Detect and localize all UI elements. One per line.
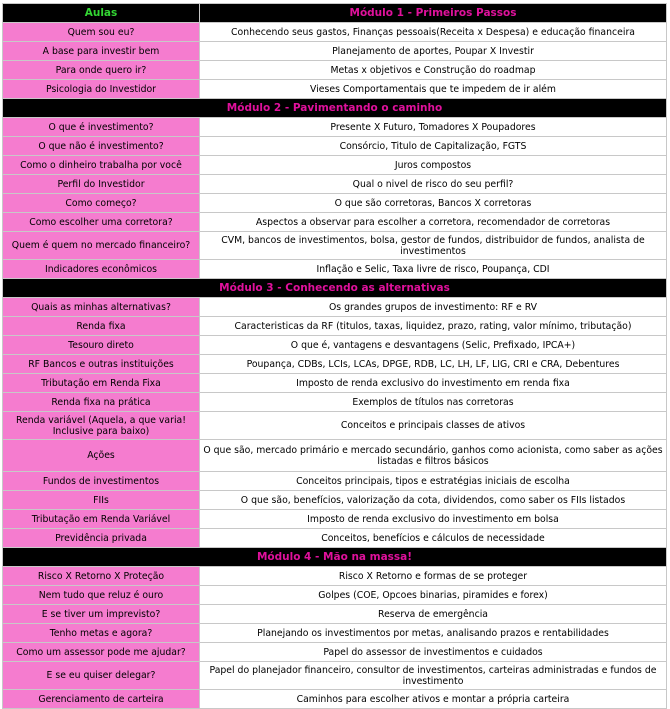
module-title: Módulo 4 - Mão na massa! bbox=[3, 548, 667, 567]
table-row bbox=[3, 624, 667, 643]
aula-cell: Quem é quem no mercado financeiro? bbox=[3, 232, 200, 260]
table-row bbox=[3, 662, 667, 690]
aula-cell: Tributação em Renda Variável bbox=[3, 510, 200, 529]
aula-cell: Perfil do Investidor bbox=[3, 175, 200, 194]
aula-cell: Para onde quero ir? bbox=[3, 61, 200, 80]
module-title: Módulo 2 - Pavimentando o caminho bbox=[3, 99, 667, 118]
table-row bbox=[3, 440, 667, 472]
module-title: Módulo 3 - Conhecendo as alternativas bbox=[3, 279, 667, 298]
aula-cell: Gerenciamento de carteira bbox=[3, 690, 200, 709]
description-cell: Conceitos principais, tipos e estratégias iniciais de escolha bbox=[200, 472, 667, 491]
description-cell: Imposto de renda exclusivo do investimento em bolsa bbox=[200, 510, 667, 529]
description-cell: Papel do planejador financeiro, consultor de investimentos, carteiras administradas e fundos de investimento bbox=[200, 662, 667, 690]
aula-cell: Tributação em Renda Fixa bbox=[3, 374, 200, 393]
table-row bbox=[3, 586, 667, 605]
description-cell: O que é, vantagens e desvantagens (Selic, Prefixado, IPCA+) bbox=[200, 336, 667, 355]
description-cell: Conceitos, benefícios e cálculos de necessidade bbox=[200, 529, 667, 548]
table-row bbox=[3, 472, 667, 491]
description-cell: Conhecendo seus gastos, Finanças pessoais(Receita x Despesa) e educação financeira bbox=[200, 23, 667, 42]
table-row bbox=[3, 355, 667, 374]
description-cell: Inflação e Selic, Taxa livre de risco, Poupança, CDI bbox=[200, 260, 667, 279]
description-cell: Caminhos para escolher ativos e montar a própria carteira bbox=[200, 690, 667, 709]
module-1-title: Módulo 1 - Primeiros Passos bbox=[200, 4, 667, 23]
description-cell: Reserva de emergência bbox=[200, 605, 667, 624]
aula-cell: Nem tudo que reluz é ouro bbox=[3, 586, 200, 605]
table-row bbox=[3, 80, 667, 99]
aula-cell: O que é investimento? bbox=[3, 118, 200, 137]
aula-cell: E se eu quiser delegar? bbox=[3, 662, 200, 690]
table-row bbox=[3, 194, 667, 213]
table-row bbox=[3, 412, 667, 440]
table-row bbox=[3, 213, 667, 232]
description-cell: Juros compostos bbox=[200, 156, 667, 175]
description-cell: Risco X Retorno e formas de se proteger bbox=[200, 567, 667, 586]
description-cell: O que são, benefícios, valorização da cota, dividendos, como saber os FIIs listados bbox=[200, 491, 667, 510]
aula-cell: Como começo? bbox=[3, 194, 200, 213]
aula-cell: O que não é investimento? bbox=[3, 137, 200, 156]
table-header-row bbox=[3, 4, 667, 23]
description-cell: Presente X Futuro, Tomadores X Poupadores bbox=[200, 118, 667, 137]
description-cell: Caracteristicas da RF (titulos, taxas, liquidez, prazo, rating, valor mínimo, tributação) bbox=[200, 317, 667, 336]
aula-cell: E se tiver um imprevisto? bbox=[3, 605, 200, 624]
aula-cell: Como escolher uma corretora? bbox=[3, 213, 200, 232]
description-cell: Golpes (COE, Opcoes binarias, piramides e forex) bbox=[200, 586, 667, 605]
table-row bbox=[3, 61, 667, 80]
description-cell: O que são, mercado primário e mercado secundário, ganhos como acionista, como saber as ações listadas e filtros básicos bbox=[200, 440, 667, 472]
description-cell: Vieses Comportamentais que te impedem de ir além bbox=[200, 80, 667, 99]
module-header-row bbox=[3, 548, 667, 567]
description-cell: Aspectos a observar para escolher a corretora, recomendador de corretoras bbox=[200, 213, 667, 232]
course-table-body bbox=[3, 4, 667, 709]
aula-cell: FIIs bbox=[3, 491, 200, 510]
description-cell: Planejando os investimentos por metas, analisando prazos e rentabilidades bbox=[200, 624, 667, 643]
aula-cell: Tenho metas e agora? bbox=[3, 624, 200, 643]
description-cell: O que são corretoras, Bancos X corretoras bbox=[200, 194, 667, 213]
table-row bbox=[3, 567, 667, 586]
description-cell: Qual o nivel de risco do seu perfil? bbox=[200, 175, 667, 194]
description-cell: Exemplos de títulos nas corretoras bbox=[200, 393, 667, 412]
module-header-row bbox=[3, 279, 667, 298]
table-row bbox=[3, 232, 667, 260]
table-row bbox=[3, 156, 667, 175]
description-cell: Consórcio, Titulo de Capitalização, FGTS bbox=[200, 137, 667, 156]
aula-cell: Renda fixa na prática bbox=[3, 393, 200, 412]
aula-cell: Quem sou eu? bbox=[3, 23, 200, 42]
table-row bbox=[3, 260, 667, 279]
aula-cell: Renda fixa bbox=[3, 317, 200, 336]
table-row bbox=[3, 317, 667, 336]
description-cell: Conceitos e principais classes de ativos bbox=[200, 412, 667, 440]
table-row bbox=[3, 529, 667, 548]
table-row bbox=[3, 23, 667, 42]
table-row bbox=[3, 643, 667, 662]
table-row bbox=[3, 137, 667, 156]
aulas-header: Aulas bbox=[3, 4, 200, 23]
description-cell: Planejamento de aportes, Poupar X Investir bbox=[200, 42, 667, 61]
table-row bbox=[3, 118, 667, 137]
aula-cell: RF Bancos e outras instituições bbox=[3, 355, 200, 374]
aula-cell: Renda variável (Aquela, a que varia! Inclusive para baixo) bbox=[3, 412, 200, 440]
table-row bbox=[3, 336, 667, 355]
aula-cell: Quais as minhas alternativas? bbox=[3, 298, 200, 317]
description-cell: Papel do assessor de investimentos e cuidados bbox=[200, 643, 667, 662]
table-row bbox=[3, 374, 667, 393]
aula-cell: Tesouro direto bbox=[3, 336, 200, 355]
description-cell: Poupança, CDBs, LCIs, LCAs, DPGE, RDB, LC, LH, LF, LIG, CRI e CRA, Debentures bbox=[200, 355, 667, 374]
aula-cell: Fundos de investimentos bbox=[3, 472, 200, 491]
description-cell: Os grandes grupos de investimento: RF e RV bbox=[200, 298, 667, 317]
table-row bbox=[3, 605, 667, 624]
table-row bbox=[3, 175, 667, 194]
table-row bbox=[3, 393, 667, 412]
table-row bbox=[3, 298, 667, 317]
table-row bbox=[3, 510, 667, 529]
aula-cell: Previdência privada bbox=[3, 529, 200, 548]
aula-cell: Ações bbox=[3, 440, 200, 472]
table-row bbox=[3, 42, 667, 61]
aula-cell: Como o dinheiro trabalha por você bbox=[3, 156, 200, 175]
aula-cell: Como um assessor pode me ajudar? bbox=[3, 643, 200, 662]
description-cell: CVM, bancos de investimentos, bolsa, gestor de fundos, distribuidor de fundos, analista de investimentos bbox=[200, 232, 667, 260]
aula-cell: Indicadores econômicos bbox=[3, 260, 200, 279]
table-row bbox=[3, 491, 667, 510]
aula-cell: Risco X Retorno X Proteção bbox=[3, 567, 200, 586]
course-table bbox=[2, 3, 667, 709]
aula-cell: Psicologia do Investidor bbox=[3, 80, 200, 99]
module-header-row bbox=[3, 99, 667, 118]
aula-cell: A base para investir bem bbox=[3, 42, 200, 61]
description-cell: Imposto de renda exclusivo do investimento em renda fixa bbox=[200, 374, 667, 393]
description-cell: Metas x objetivos e Construção do roadmap bbox=[200, 61, 667, 80]
